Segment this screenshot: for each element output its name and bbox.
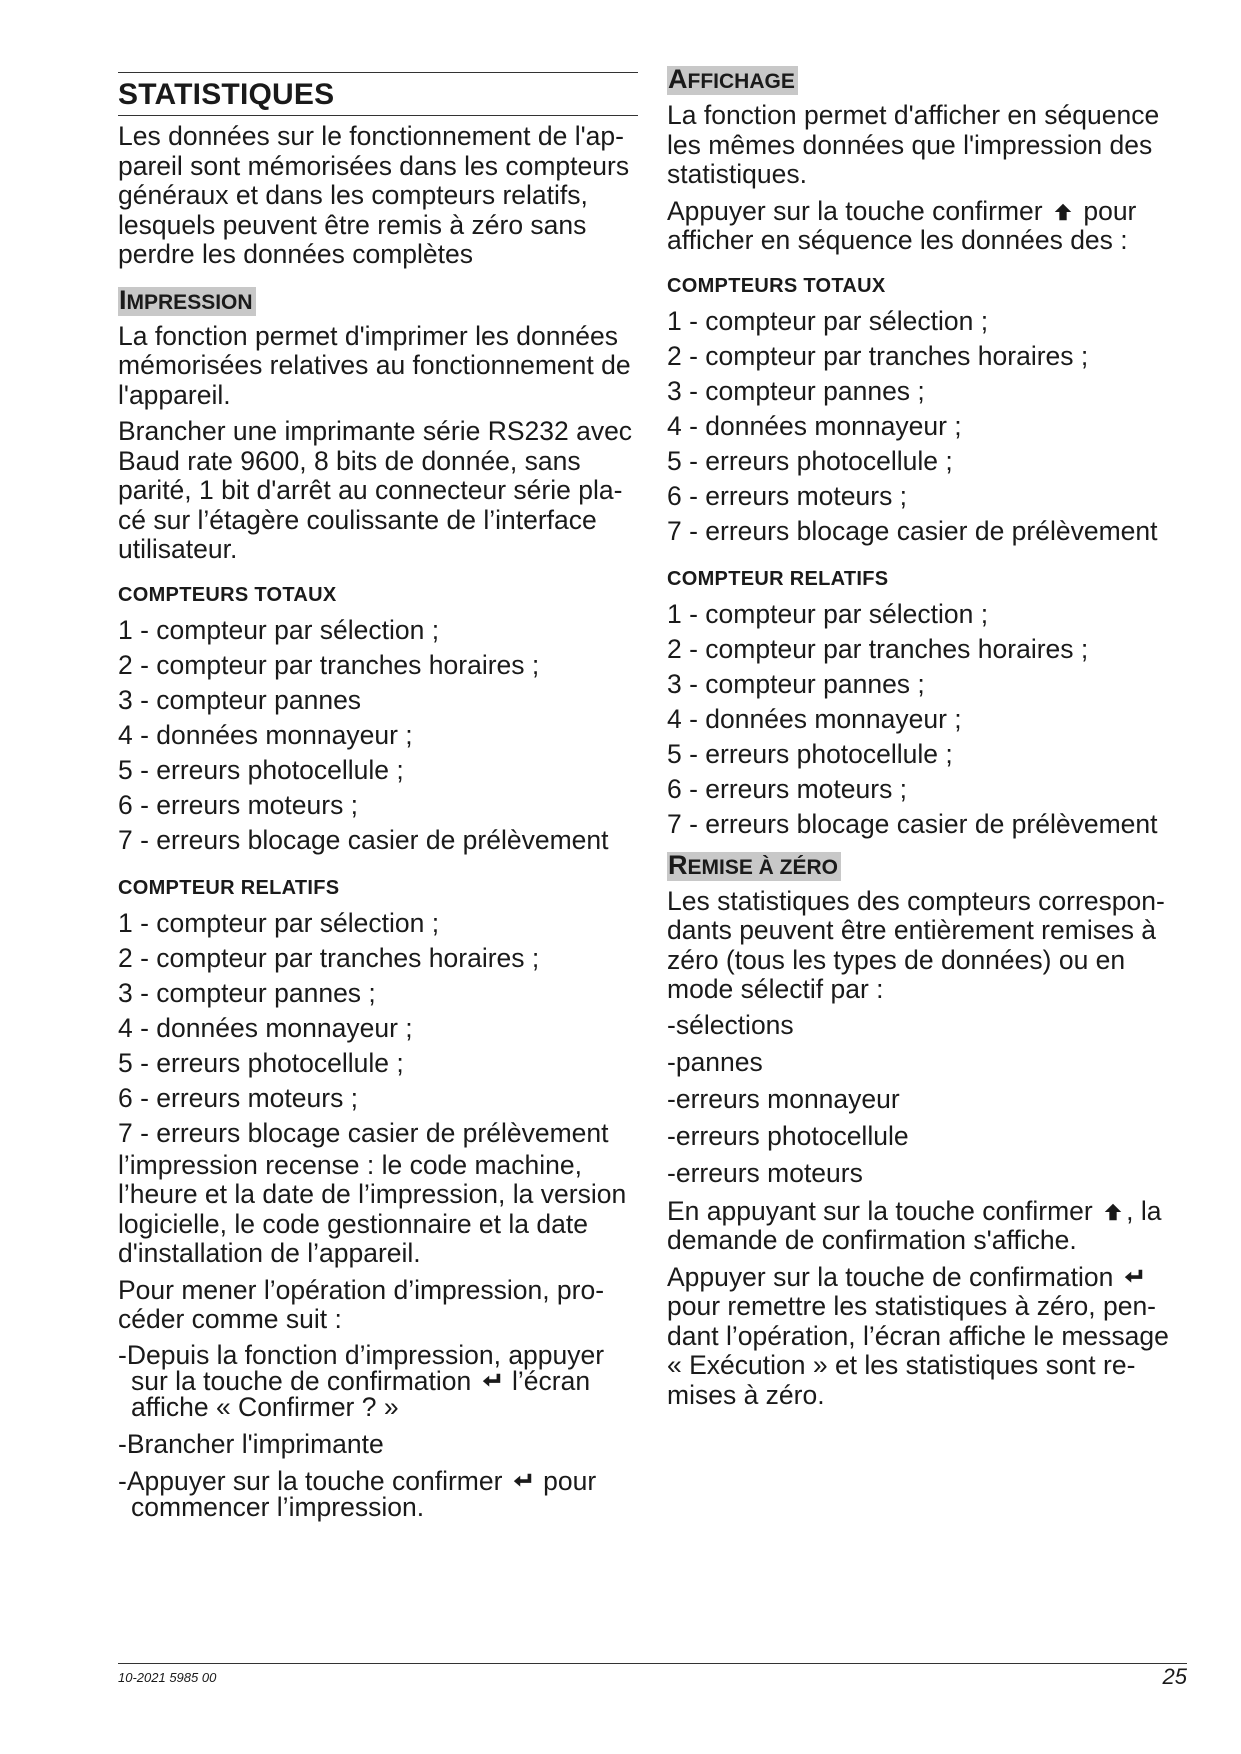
- footer-divider: [118, 1663, 1187, 1664]
- list-item: -pannes: [667, 1046, 763, 1077]
- list-item: 3 - compteur pannes ;: [667, 668, 925, 699]
- list-item: 2 - compteur par tranches horaires ;: [667, 633, 1089, 664]
- list-item: 7 - erreurs blocage casier de prélèvement: [667, 808, 1158, 839]
- document-code: 10-2021 5985 00: [118, 1670, 217, 1685]
- subsection-title-totaux: COMPTEURS TOTAUX: [118, 583, 337, 606]
- list-item: 6 - erreurs moteurs ;: [118, 789, 359, 820]
- page-number: 25: [1162, 1664, 1187, 1689]
- list-item: 5 - erreurs photocellule ;: [118, 1047, 404, 1078]
- impression-paragraph-2: Brancher une imprimante série RS232 avec Baud rate 9600, 8 bits de donnée, sans parité, 1 bit d'arrêt au connecteur série pla-cé sur l’étagère coulissante de l’interface utilisateur.: [118, 416, 633, 564]
- list-item: 5 - erreurs photocellule ;: [667, 445, 953, 476]
- right-column: [667, 62, 1187, 1417]
- list-item: 7 - erreurs blocage casier de prélèvement: [118, 1117, 609, 1148]
- list-item: 5 - erreurs photocellule ;: [667, 738, 953, 769]
- enter-key-icon: [481, 1371, 503, 1393]
- list-item: 1 - compteur par sélection ;: [118, 614, 440, 645]
- list-item: -erreurs monnayeur: [667, 1083, 900, 1114]
- intro-paragraph: Les données sur le fonctionnement de l'ap-pareil sont mémorisées dans les compteurs généraux et dans les compteurs relatifs, lesquels peuvent être remis à zéro sans perdre les données complètes: [118, 121, 630, 269]
- enter-key-icon: [512, 1471, 534, 1493]
- subsection-title-totaux: COMPTEURS TOTAUX: [667, 274, 886, 297]
- list-item: 4 - données monnayeur ;: [118, 1012, 413, 1043]
- remise-list: [667, 1009, 1187, 1188]
- list-item: 2 - compteur par tranches horaires ;: [667, 340, 1089, 371]
- list-item: 1 - compteur par sélection ;: [667, 598, 989, 629]
- remise-paragraph-2: En appuyant sur la touche confirmer , la demande de confirmation s'affiche.: [667, 1195, 1162, 1255]
- page-title: STATISTIQUES: [118, 72, 638, 116]
- right-relatifs-list: [667, 597, 1187, 842]
- list-item: -erreurs photocellule: [667, 1120, 909, 1151]
- list-item: -Appuyer sur la touche confirmer pour commencer l’impression.: [118, 1465, 597, 1522]
- section-title-affichage: AFFICHAGE: [667, 66, 798, 95]
- list-item: 6 - erreurs moteurs ;: [118, 1082, 359, 1113]
- list-item: 6 - erreurs moteurs ;: [667, 773, 908, 804]
- arrow-up-icon: [1102, 1201, 1124, 1223]
- section-title-remise: REMISE À ZÉRO: [667, 852, 841, 881]
- section-title-impression: IMPRESSION: [118, 287, 256, 316]
- list-item: 3 - compteur pannes: [118, 684, 362, 715]
- remise-paragraph-3: Appuyer sur la touche de confirmation pour remettre les statistiques à zéro, pen-dant l’opération, l’écran affiche le message « Exécution » et les statistiques sont re-mises à zéro.: [667, 1261, 1169, 1410]
- list-item: -Brancher l'imprimante: [118, 1428, 384, 1459]
- enter-key-icon: [1123, 1267, 1145, 1289]
- list-item: 3 - compteur pannes ;: [667, 375, 925, 406]
- left-column: [118, 68, 638, 1531]
- mener-paragraph: Pour mener l’opération d’impression, pro-céder comme suit :: [118, 1274, 605, 1334]
- list-item: 3 - compteur pannes ;: [118, 977, 376, 1008]
- list-item: 4 - données monnayeur ;: [667, 410, 962, 441]
- list-item: 4 - données monnayeur ;: [667, 703, 962, 734]
- list-item: 7 - erreurs blocage casier de prélèvement: [118, 824, 609, 855]
- affichage-paragraph-1: La fonction permet d'afficher en séquence les mêmes données que l'impression des statistiques.: [667, 100, 1160, 189]
- list-item: 1 - compteur par sélection ;: [667, 305, 989, 336]
- list-item: 6 - erreurs moteurs ;: [667, 480, 908, 511]
- list-item: 2 - compteur par tranches horaires ;: [118, 942, 540, 973]
- arrow-up-icon: [1052, 201, 1074, 223]
- left-relatifs-list: [118, 906, 638, 1151]
- subsection-title-relatifs: COMPTEUR RELATIFS: [118, 876, 340, 899]
- list-item: -sélections: [667, 1009, 794, 1040]
- impression-paragraph-1: La fonction permet d'imprimer les données mémorisées relatives au fonctionnement de l'appareil.: [118, 320, 631, 410]
- list-item: -erreurs moteurs: [667, 1157, 863, 1188]
- list-item: 7 - erreurs blocage casier de prélèvement: [667, 515, 1158, 546]
- subsection-title-relatifs: COMPTEUR RELATIFS: [667, 567, 889, 590]
- remise-paragraph-1: Les statistiques des compteurs correspon-dants peuvent être entièrement remises à zéro (tous les types de données) ou en mode sélectif par :: [667, 885, 1165, 1004]
- print-steps-list: [118, 1339, 638, 1522]
- affichage-paragraph-2: Appuyer sur la touche confirmer pour afficher en séquence les données des :: [667, 195, 1137, 255]
- list-item: 4 - données monnayeur ;: [118, 719, 413, 750]
- list-item: -Depuis la fonction d’impression, appuyer sur la touche de confirmation l’écran affiche « Confirmer ? »: [118, 1339, 605, 1422]
- list-item: 2 - compteur par tranches horaires ;: [118, 649, 540, 680]
- list-item: 1 - compteur par sélection ;: [118, 907, 440, 938]
- left-totaux-list: [118, 613, 638, 858]
- right-totaux-list: [667, 304, 1187, 549]
- list-item: 5 - erreurs photocellule ;: [118, 754, 404, 785]
- recense-paragraph: l’impression recense : le code machine, l’heure et la date de l’impression, la version logicielle, le code gestionnaire et la date d'installation de l’appareil.: [118, 1149, 627, 1268]
